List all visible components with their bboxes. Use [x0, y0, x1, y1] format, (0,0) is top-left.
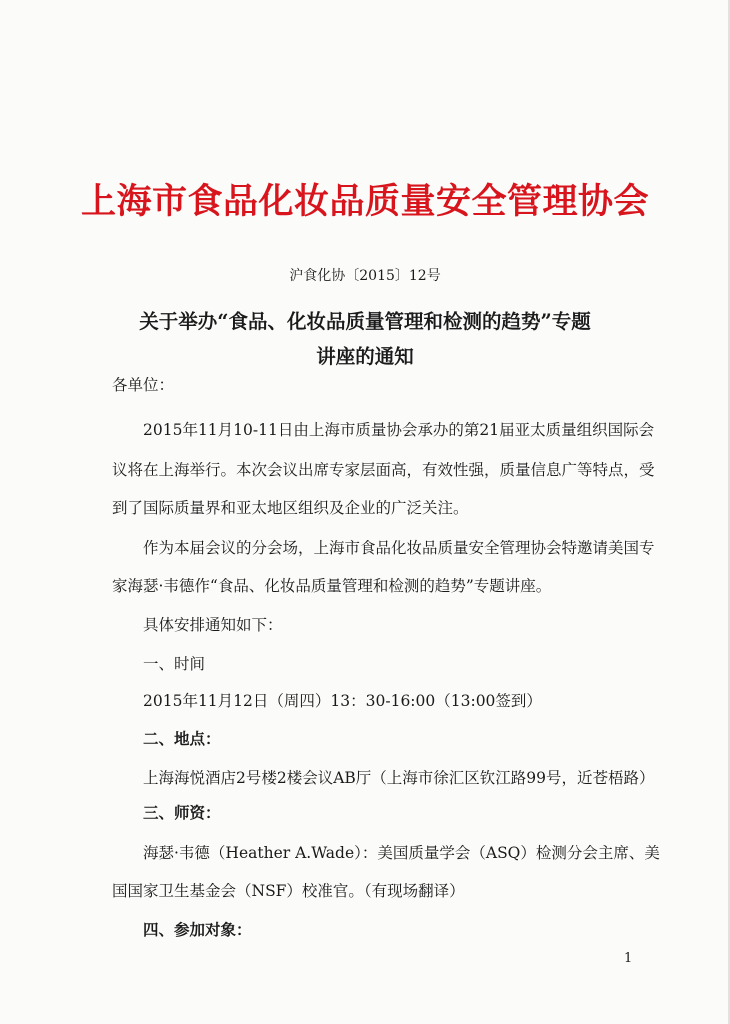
notice-title-line-1: 关于举办“食品、化妆品质量管理和检测的趋势”专题: [139, 310, 591, 333]
section-speaker-heading: 三、师资：: [143, 803, 221, 822]
paragraph-1-line-1: 2015年11月10-11日由上海市质量协会承办的第21届亚太质量组织国际会: [143, 421, 655, 439]
paragraph-1-line-2: 议将在上海举行。本次会议出席专家层面高，有效性强，质量信息广等特点，受: [112, 461, 655, 479]
section-speaker-line-1: 海瑟·韦德（Heather A.Wade）：美国质量学会（ASQ）检测分会主席、美: [143, 844, 660, 862]
organization-title: 上海市食品化妆品质量安全管理协会: [80, 182, 649, 222]
section-place-value: 上海海悦酒店2号楼2楼会议AB厅（上海市徐汇区钦江路99号，近苍梧路）: [143, 769, 655, 787]
section-place-heading: 二、地点：: [143, 729, 221, 748]
section-speaker-line-2: 国国家卫生基金会（NSF）校准官。（有现场翻译）: [112, 882, 465, 900]
document-number: 沪食化协〔2015〕12号: [289, 268, 441, 284]
paragraph-2-line-1: 作为本届会议的分会场，上海市食品化妆品质量安全管理协会特邀请美国专: [143, 539, 655, 557]
paragraph-1-line-3: 到了国际质量界和亚太地区组织及企业的广泛关注。: [112, 499, 469, 517]
page-number: 1: [624, 951, 633, 966]
section-time-heading: 一、时间: [143, 655, 206, 673]
salutation: 各单位：: [112, 376, 175, 394]
notice-title-line-2: 讲座的通知: [316, 345, 414, 368]
section-time-value: 2015年11月12日（周四）13：30-16:00（13:00签到）: [143, 692, 542, 710]
paragraph-3: 具体安排通知如下：: [143, 616, 283, 634]
section-audience-heading: 四、参加对象：: [143, 920, 252, 939]
paragraph-2-line-2: 家海瑟·韦德作“食品、化妆品质量管理和检测的趋势”专题讲座。: [112, 577, 552, 595]
